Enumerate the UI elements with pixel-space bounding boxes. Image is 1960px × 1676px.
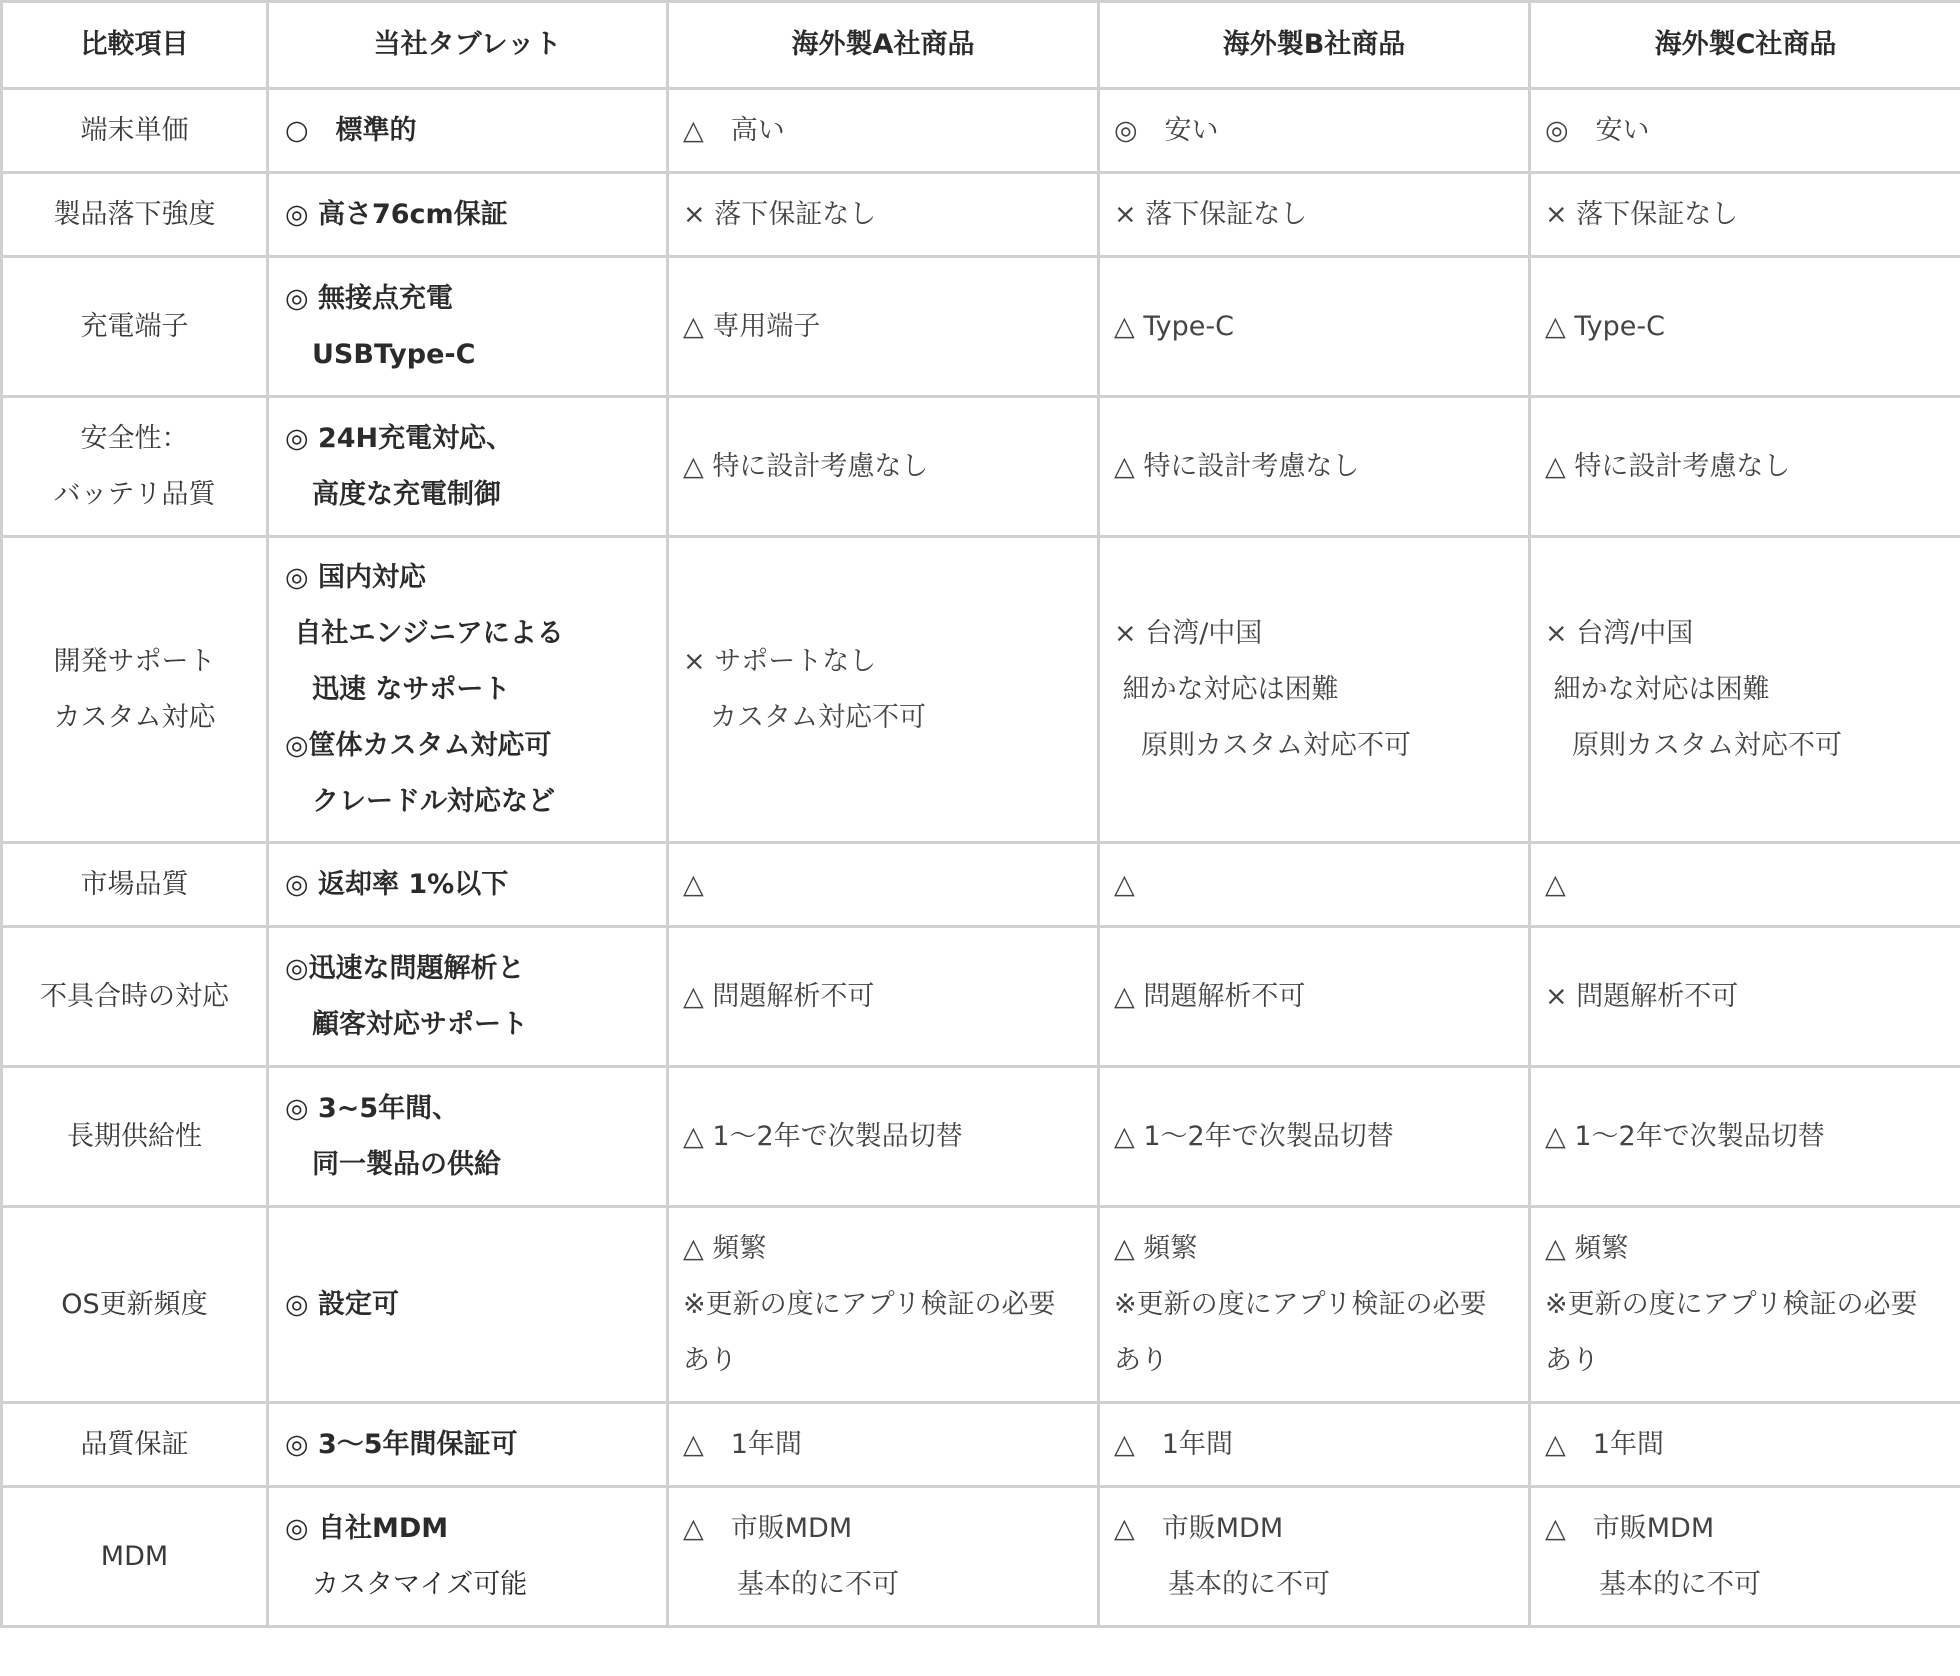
cell-line: 同一製品の供給 — [285, 1148, 501, 1180]
company-c-cell — [1530, 397, 1960, 537]
cell-line: △ 特に設計考慮なし — [683, 450, 929, 482]
cell-line: △ 市販MDM — [683, 1512, 853, 1544]
cell-line: 基本的に不可 — [683, 1568, 899, 1600]
cell-line: カスタム対応不可 — [683, 701, 926, 733]
cell-line: ○ 標準的 — [285, 114, 417, 146]
cell-line: △ 特に設計考慮なし — [1545, 450, 1791, 482]
item-cell — [2, 1067, 268, 1207]
item-cell — [2, 257, 268, 397]
item-cell — [2, 927, 268, 1067]
cell-line: △ Type-C — [1114, 310, 1234, 342]
company-b-cell — [1099, 397, 1530, 537]
table-row — [2, 1403, 1960, 1487]
cell-line: あり — [1114, 1344, 1168, 1376]
table-row — [2, 1067, 1960, 1207]
cell-line: ◎ 返却率 1%以下 — [285, 868, 509, 900]
company-a-cell — [668, 1403, 1099, 1487]
table-body — [2, 89, 1960, 1627]
cell-line: 開発サポート — [53, 645, 216, 677]
cell-line: 製品落下強度 — [53, 198, 216, 230]
company-a-cell — [668, 1207, 1099, 1403]
cell-line: △ 頻繁 — [1545, 1232, 1629, 1264]
company-c-cell — [1530, 1487, 1960, 1627]
company-c-cell — [1530, 843, 1960, 927]
cell-line: 不具合時の対応 — [40, 980, 229, 1012]
cell-line: 基本的に不可 — [1545, 1568, 1761, 1600]
company-a-cell — [668, 173, 1099, 257]
company-c-cell — [1530, 1403, 1960, 1487]
item-cell — [2, 1207, 268, 1403]
company-c-cell — [1530, 89, 1960, 173]
item-cell — [2, 537, 268, 843]
cell-line: 基本的に不可 — [1114, 1568, 1330, 1600]
cell-line: × サポートなし — [683, 645, 877, 677]
cell-line: △ 市販MDM — [1114, 1512, 1284, 1544]
company-a-cell — [668, 89, 1099, 173]
company-c-cell — [1530, 1067, 1960, 1207]
cell-line: ◎ 自社MDM — [285, 1512, 449, 1544]
company-a-cell — [668, 397, 1099, 537]
company-b-cell — [1099, 257, 1530, 397]
header-row — [2, 2, 1960, 89]
ours-cell — [268, 89, 668, 173]
company-b-cell — [1099, 927, 1530, 1067]
company-b-cell — [1099, 1487, 1530, 1627]
cell-line: クレードル対応など — [285, 785, 555, 817]
cell-line: △ — [1114, 868, 1135, 900]
cell-line: △ 1〜2年で次製品切替 — [1114, 1120, 1394, 1152]
table-row — [2, 397, 1960, 537]
cell-line: ◎ 3〜5年間保証可 — [285, 1428, 518, 1460]
cell-line: ◎ 安い — [1114, 114, 1219, 146]
cell-line: 長期供給性 — [67, 1120, 202, 1152]
ours-cell — [268, 1207, 668, 1403]
ours-cell — [268, 1487, 668, 1627]
table-row — [2, 173, 1960, 257]
company-b-cell — [1099, 1067, 1530, 1207]
cell-line: あり — [1545, 1344, 1599, 1376]
cell-line: × 台湾/中国 — [1114, 617, 1263, 649]
item-cell — [2, 397, 268, 537]
company-c-cell — [1530, 257, 1960, 397]
header-cell-item: 比較項目 — [2, 2, 268, 89]
cell-line: △ 市販MDM — [1545, 1512, 1715, 1544]
cell-line: △ 高い — [683, 114, 785, 146]
cell-line: 顧客対応サポート — [285, 1008, 528, 1040]
company-a-cell — [668, 927, 1099, 1067]
cell-line: ※更新の度にアプリ検証の必要 — [683, 1288, 1056, 1320]
company-a-cell — [668, 257, 1099, 397]
ours-cell — [268, 397, 668, 537]
company-a-cell — [668, 1487, 1099, 1627]
cell-line: △ 1年間 — [1114, 1428, 1233, 1460]
company-b-cell — [1099, 843, 1530, 927]
cell-line: 端末単価 — [80, 114, 189, 146]
company-c-cell — [1530, 173, 1960, 257]
company-c-cell — [1530, 537, 1960, 843]
cell-line: ◎ 高さ76cm保証 — [285, 198, 508, 230]
cell-line: 細かな対応は困難 — [1545, 673, 1770, 705]
cell-line: △ Type-C — [1545, 310, 1665, 342]
company-b-cell — [1099, 537, 1530, 843]
cell-line: ※更新の度にアプリ検証の必要 — [1114, 1288, 1487, 1320]
cell-line: ※更新の度にアプリ検証の必要 — [1545, 1288, 1918, 1320]
cell-line: ◎ 国内対応 — [285, 561, 426, 593]
cell-line: ◎ 設定可 — [285, 1288, 399, 1320]
header-cell-company-a: 海外製A社商品 — [668, 2, 1099, 89]
company-a-cell — [668, 537, 1099, 843]
ours-cell — [268, 537, 668, 843]
table-row — [2, 1487, 1960, 1627]
ours-cell — [268, 843, 668, 927]
cell-line: あり — [683, 1344, 737, 1376]
cell-line: △ — [1545, 868, 1566, 900]
item-cell — [2, 1487, 268, 1627]
cell-line: カスタマイズ可能 — [285, 1568, 528, 1600]
ours-cell — [268, 927, 668, 1067]
company-c-cell — [1530, 1207, 1960, 1403]
cell-line: × 台湾/中国 — [1545, 617, 1694, 649]
company-b-cell — [1099, 89, 1530, 173]
cell-line: △ 1年間 — [1545, 1428, 1664, 1460]
cell-line: 品質保証 — [80, 1428, 189, 1460]
cell-line: 細かな対応は困難 — [1114, 673, 1339, 705]
cell-line: 迅速 なサポート — [285, 673, 511, 705]
cell-line: × 落下保証なし — [1114, 198, 1308, 230]
cell-line: ◎迅速な問題解析と — [285, 952, 525, 984]
cell-line: 高度な充電制御 — [285, 478, 501, 510]
table-row — [2, 843, 1960, 927]
cell-line: △ 特に設計考慮なし — [1114, 450, 1360, 482]
cell-line: △ 1〜2年で次製品切替 — [683, 1120, 963, 1152]
company-a-cell — [668, 1067, 1099, 1207]
cell-line: △ 1年間 — [683, 1428, 802, 1460]
cell-line: × 問題解析不可 — [1545, 980, 1739, 1012]
company-c-cell — [1530, 927, 1960, 1067]
table-row — [2, 927, 1960, 1067]
ours-cell — [268, 173, 668, 257]
cell-line: 充電端子 — [80, 310, 189, 342]
cell-line: 市場品質 — [80, 868, 189, 900]
item-cell — [2, 843, 268, 927]
cell-line: 原則カスタム対応不可 — [1114, 729, 1411, 761]
cell-line: △ 頻繁 — [683, 1232, 767, 1264]
company-b-cell — [1099, 1207, 1530, 1403]
table-row — [2, 1207, 1960, 1403]
item-cell — [2, 89, 268, 173]
cell-line: ◎筐体カスタム対応可 — [285, 729, 552, 761]
cell-line: ◎ 無接点充電 — [285, 282, 453, 314]
cell-line: △ 問題解析不可 — [1114, 980, 1306, 1012]
table-row — [2, 89, 1960, 173]
cell-line: △ 問題解析不可 — [683, 980, 875, 1012]
table-row — [2, 257, 1960, 397]
company-a-cell — [668, 843, 1099, 927]
cell-line: △ — [683, 868, 704, 900]
cell-line: △ 1〜2年で次製品切替 — [1545, 1120, 1825, 1152]
cell-line: カスタム対応 — [53, 701, 216, 733]
header-cell-ours: 当社タブレット — [268, 2, 668, 89]
cell-line: 安全性： — [80, 422, 189, 454]
cell-line: × 落下保証なし — [1545, 198, 1739, 230]
cell-line: × 落下保証なし — [683, 198, 877, 230]
cell-line: 原則カスタム対応不可 — [1545, 729, 1842, 761]
cell-line: △ 頻繁 — [1114, 1232, 1198, 1264]
cell-line: ◎ 24H充電対応、 — [285, 422, 514, 454]
ours-cell — [268, 1403, 668, 1487]
cell-line: △ 専用端子 — [683, 310, 821, 342]
cell-line: OS更新頻度 — [61, 1288, 208, 1320]
cell-line: 自社エンジニアによる — [285, 617, 564, 649]
ours-cell — [268, 257, 668, 397]
cell-line: MDM — [100, 1540, 169, 1572]
header-cell-company-c: 海外製C社商品 — [1530, 2, 1960, 89]
company-b-cell — [1099, 1403, 1530, 1487]
table-row — [2, 537, 1960, 843]
header-cell-company-b: 海外製B社商品 — [1099, 2, 1530, 89]
company-b-cell — [1099, 173, 1530, 257]
item-cell — [2, 1403, 268, 1487]
cell-line: USBType-C — [285, 338, 476, 370]
item-cell — [2, 173, 268, 257]
cell-line: バッテリ品質 — [53, 478, 216, 510]
ours-cell — [268, 1067, 668, 1207]
cell-line: ◎ 3~5年間、 — [285, 1092, 460, 1124]
cell-line: ◎ 安い — [1545, 114, 1650, 146]
